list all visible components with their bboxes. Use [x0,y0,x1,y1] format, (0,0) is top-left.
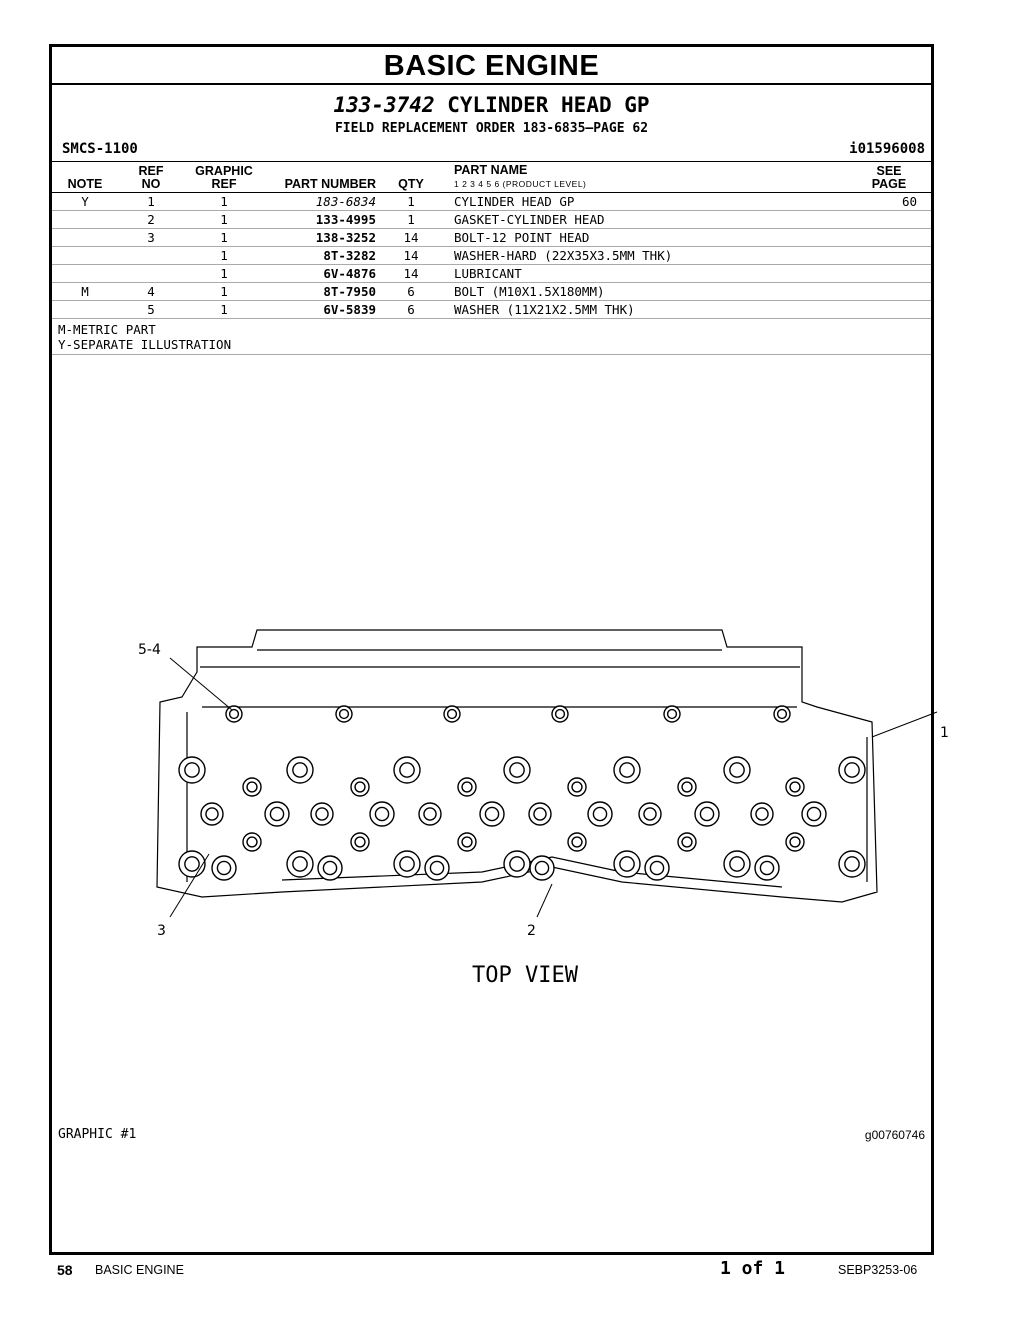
parts-table [52,162,931,319]
valve-boss-inner [572,837,582,847]
leader-1 [872,712,937,737]
parts-row [52,211,931,229]
row-ref-no: 3 [118,229,184,247]
small-bolt-inner [556,710,565,719]
row-qty: 1 [376,211,446,229]
row-qty: 6 [376,283,446,301]
row-ref-no [118,265,184,283]
row-graphic-ref: 1 [184,211,264,229]
row-qty: 14 [376,247,446,265]
valve-boss-inner [682,782,692,792]
head-bolt-inner [845,857,859,871]
footer-section: BASIC ENGINE [95,1263,184,1277]
row-qty: 1 [376,193,446,211]
row-see-page [847,301,931,319]
injector-bore-inner [270,807,283,820]
injector-bore-inner [700,807,713,820]
col-part-number: PART NUMBER [264,162,376,193]
injector-bore-inner [807,807,820,820]
callout-2: 2 [527,923,536,939]
info-id: i01596008 [849,141,925,157]
col-see-page: SEE PAGE [847,162,931,193]
valve-boss-inner [682,837,692,847]
product-level: 1 2 3 4 5 6 (PRODUCT LEVEL) [454,179,587,189]
row-note: M [52,283,118,301]
row-note [52,229,118,247]
row-ref-no: 2 [118,211,184,229]
valve-boss-inner [790,837,800,847]
head-bolt-inner [400,857,414,871]
callout-5-4: 5-4 [138,642,161,658]
valve-boss-inner [247,837,257,847]
small-bolt-inner [448,710,457,719]
col-note: NOTE [52,162,118,193]
note-separate-illustration: Y-SEPARATE ILLUSTRATION [58,337,232,352]
footer-document: SEBP3253-06 [838,1263,918,1277]
valve-seat-inner [756,808,768,820]
section-title: BASIC ENGINE [383,50,600,82]
row-ref-no [118,247,184,265]
row-graphic-ref: 1 [184,247,264,265]
head-bolt-inner [293,763,307,777]
view-caption: TOP VIEW [472,963,578,988]
row-see-page: 60 [847,193,931,211]
parts-row [52,301,931,319]
valve-boss-inner [247,782,257,792]
row-ref-no: 4 [118,283,184,301]
col-qty: QTY [376,162,446,193]
head-bolt-inner [293,857,307,871]
group-name: CYLINDER HEAD GP [447,93,650,117]
smcs-code: SMCS-1100 [62,141,138,157]
head-bolt-inner [400,763,414,777]
row-see-page [847,265,931,283]
row-graphic-ref: 1 [184,193,264,211]
small-bolt-inner [340,710,349,719]
row-qty: 14 [376,265,446,283]
section-title-bar [52,47,931,85]
head-bolt-inner [845,763,859,777]
cylinder-head-illustration [82,592,949,992]
row-note [52,247,118,265]
row-graphic-ref: 1 [184,265,264,283]
row-see-page [847,283,931,301]
row-part-name: BOLT-12 POINT HEAD [446,229,847,247]
head-bolt-inner [185,763,199,777]
graphic-id: g00760746 [864,1128,925,1142]
valve-seat-inner [316,808,328,820]
row-part-name: CYLINDER HEAD GP [446,193,847,211]
leader-2 [537,884,552,917]
row-part-number: 6V-5839 [264,301,376,319]
row-part-name: WASHER-HARD (22X35X3.5MM THK) [446,247,847,265]
note-metric: M-METRIC PART [58,322,156,337]
row-part-name: GASKET-CYLINDER HEAD [446,211,847,229]
col-ref-no: REF NO [118,162,184,193]
row-graphic-ref: 1 [184,229,264,247]
footer-page-of: 1 of 1 [720,1258,786,1279]
push-tube-inner [430,861,443,874]
group-title [52,93,931,119]
row-qty: 14 [376,229,446,247]
valve-seat-inner [644,808,656,820]
row-graphic-ref: 1 [184,301,264,319]
push-tube-inner [535,861,548,874]
valve-boss-inner [790,782,800,792]
head-bolt-inner [620,763,634,777]
row-note [52,211,118,229]
row-part-number: 183-6834 [264,193,376,211]
parts-row [52,193,931,211]
col-graphic-ref: GRAPHIC REF [184,162,264,193]
col-part-name: PART NAME 1 2 3 4 5 6 (PRODUCT LEVEL) [446,162,847,193]
row-part-name: WASHER (11X21X2.5MM THK) [446,301,847,319]
smcs-row [52,139,931,162]
parts-row [52,265,931,283]
head-bolt-inner [510,763,524,777]
valve-boss-inner [572,782,582,792]
small-bolt-inner [668,710,677,719]
parts-row [52,229,931,247]
row-part-number: 8T-7950 [264,283,376,301]
head-bolt-inner [730,857,744,871]
head-bolt-inner [510,857,524,871]
row-note [52,301,118,319]
valve-boss-inner [462,782,472,792]
valve-boss-inner [462,837,472,847]
push-tube-inner [760,861,773,874]
row-qty: 6 [376,301,446,319]
push-tube-inner [323,861,336,874]
injector-bore-inner [485,807,498,820]
row-see-page [847,247,931,265]
row-part-name: LUBRICANT [446,265,847,283]
page-footer [0,1258,1020,1286]
head-bolt-inner [185,857,199,871]
row-part-number: 8T-3282 [264,247,376,265]
small-bolt-inner [230,710,239,719]
row-graphic-ref: 1 [184,283,264,301]
small-bolt-inner [778,710,787,719]
row-see-page [847,229,931,247]
valve-seat-inner [424,808,436,820]
valve-seat-inner [206,808,218,820]
row-note: Y [52,193,118,211]
head-bolt-inner [730,763,744,777]
row-ref-no: 5 [118,301,184,319]
callout-1: 1 [940,725,949,741]
group-number: 133-3742 [333,93,435,117]
injector-bore-inner [375,807,388,820]
row-see-page [847,211,931,229]
row-part-number: 6V-4876 [264,265,376,283]
valve-seat-inner [534,808,546,820]
valve-boss-inner [355,782,365,792]
notes-block [52,319,931,355]
row-part-number: 133-4995 [264,211,376,229]
row-part-name: BOLT (M10X1.5X180MM) [446,283,847,301]
row-ref-no: 1 [118,193,184,211]
graphic-label: GRAPHIC #1 [58,1127,137,1142]
parts-row [52,283,931,301]
push-tube-inner [650,861,663,874]
catalog-frame [49,44,949,1255]
row-part-number: 138-3252 [264,229,376,247]
row-note [52,265,118,283]
callout-3: 3 [157,923,166,939]
valve-boss-inner [355,837,365,847]
push-tube-inner [217,861,230,874]
head-bolt-inner [620,857,634,871]
footer-page-number: 58 [57,1262,73,1278]
field-replacement-order: FIELD REPLACEMENT ORDER 183-6835—PAGE 62 [334,121,649,136]
parts-table-header [52,162,931,193]
leader-5-4 [170,658,232,710]
injector-bore-inner [593,807,606,820]
parts-row [52,247,931,265]
